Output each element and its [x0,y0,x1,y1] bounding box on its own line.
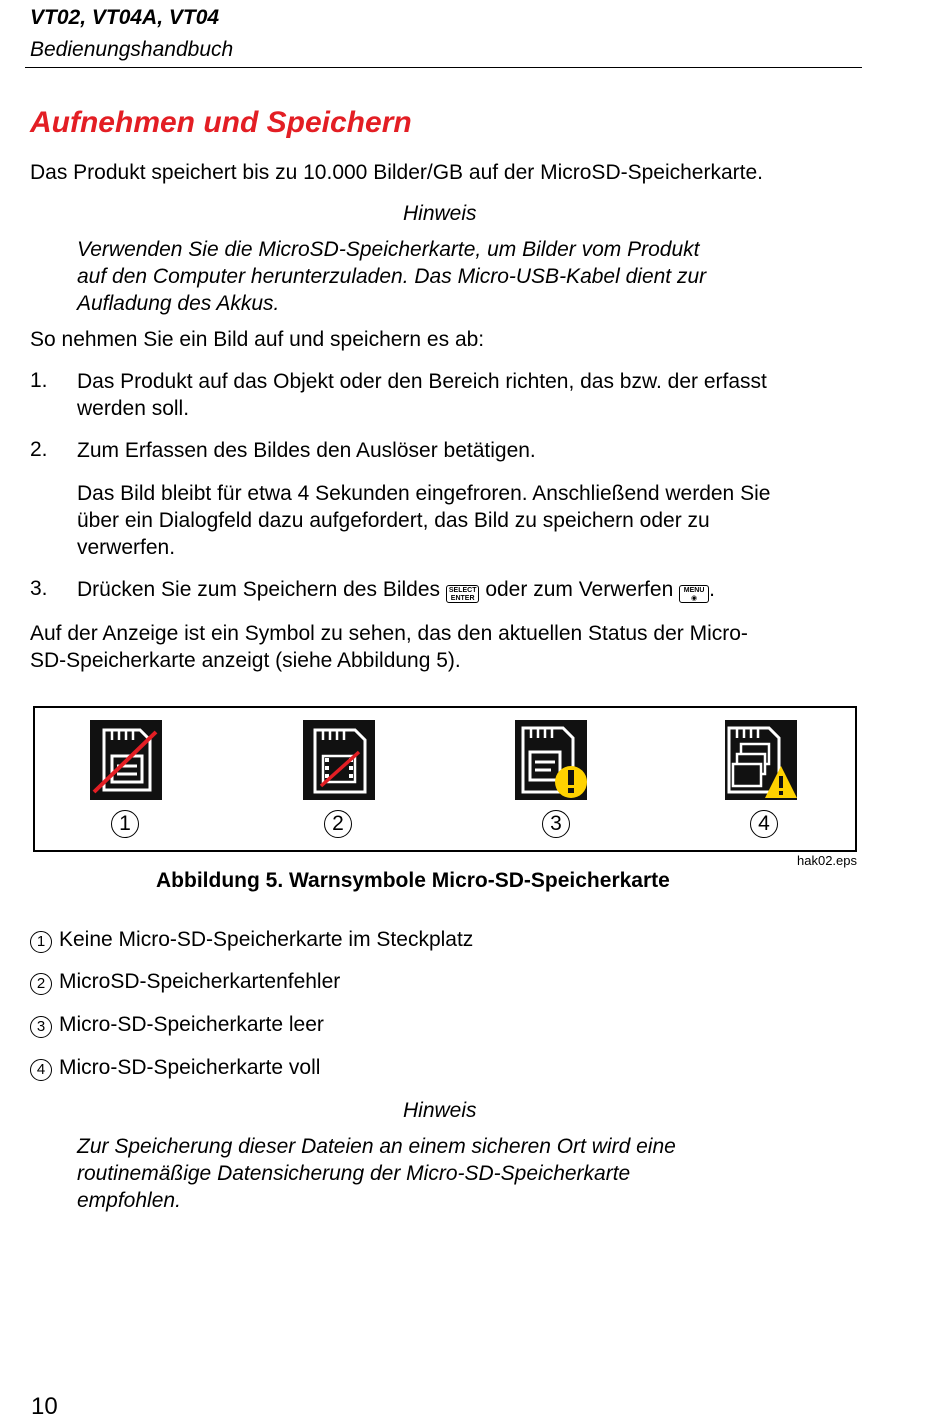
step-line: werden soll. [77,397,190,420]
document-subtitle: Bedienungshandbuch [30,38,234,61]
callout-4: 4 [750,810,778,838]
legend-text: Micro-SD-Speicherkarte leer [59,1013,324,1036]
status-line: Auf der Anzeige ist ein Symbol zu sehen, das den aktuellen Status der Micro- [30,622,748,645]
note-text [77,1133,676,1214]
note-line: empfohlen. [77,1189,181,1212]
legend-text: Micro-SD-Speicherkarte voll [59,1056,321,1079]
step-detail-line: über ein Dialogfeld dazu aufgefordert, das Bild zu speichern oder zu [77,509,710,532]
camera-icon: ◉ [691,595,698,602]
step-text-before: Drücken Sie zum Speichern des Bildes [77,578,441,601]
step-text: Zum Erfassen des Bildes den Auslöser betätigen. [77,439,536,462]
note-line: Zur Speicherung dieser Dateien an einem sicheren Ort wird eine [77,1135,676,1158]
sd-card-empty-warning-icon [515,720,587,800]
note-heading: Hinweis [403,202,477,225]
note-line: routinemäßige Datensicherung der Micro-SD-Speicherkarte [77,1162,631,1185]
legend-number: 4 [30,1059,52,1081]
sd-card-error-icon [303,720,375,800]
step-text-after: . [709,578,715,601]
legend-number: 3 [30,1016,52,1038]
legend-number: 2 [30,973,52,995]
note-text [77,236,706,317]
callout-1: 1 [111,810,139,838]
figure-box [33,706,857,852]
note-line: Verwenden Sie die MicroSD-Speicherkarte, um Bilder vom Produkt [77,238,700,261]
step-line: Das Produkt auf das Objekt oder den Bereich richten, das bzw. der erfasst [77,370,767,393]
note-line: auf den Computer herunterzuladen. Das Micro-USB-Kabel dient zur [77,265,707,288]
sd-card-crossed-icon [90,720,162,800]
key-label: MENU [683,587,705,594]
status-paragraph [30,620,748,674]
menu-key-icon [679,585,709,603]
procedure-intro: So nehmen Sie ein Bild auf und speichern es ab: [30,328,485,351]
step-detail-line: Das Bild bleibt für etwa 4 Sekunden eingefroren. Anschließend werden Sie [77,482,771,505]
step-text-middle: oder zum Verwerfen [485,578,674,601]
legend-text: MicroSD-Speicherkartenfehler [59,970,341,993]
header-rule [25,67,862,68]
step-detail-line: verwerfen. [77,536,176,559]
step-detail [77,480,770,561]
step-text [77,576,715,603]
step-text [77,368,767,422]
step-number: 2. [30,438,48,461]
callout-2: 2 [324,810,352,838]
sd-card-full-warning-icon [725,720,797,800]
key-label: ENTER [450,595,475,602]
status-line: SD-Speicherkarte anzeigt (siehe Abbildung 5). [30,649,461,672]
section-title: Aufnehmen und Speichern [30,106,412,139]
select-enter-key-icon [446,585,480,603]
legend-number: 1 [30,931,52,953]
figure-caption: Abbildung 5. Warnsymbole Micro-SD-Speicherkarte [156,869,670,892]
step-number: 3. [30,577,48,600]
legend-text: Keine Micro-SD-Speicherkarte im Steckplatz [59,928,474,951]
intro-paragraph: Das Produkt speichert bis zu 10.000 Bilder/GB auf der MicroSD-Speicherkarte. [30,161,764,184]
document-title: VT02, VT04A, VT04 [30,6,220,29]
step-number: 1. [30,369,48,392]
figure-filename: hak02.eps [797,853,857,868]
callout-3: 3 [542,810,570,838]
key-label: SELECT [448,587,477,594]
note-heading: Hinweis [403,1099,477,1122]
note-line: Aufladung des Akkus. [77,292,280,315]
page-number: 10 [31,1393,58,1420]
